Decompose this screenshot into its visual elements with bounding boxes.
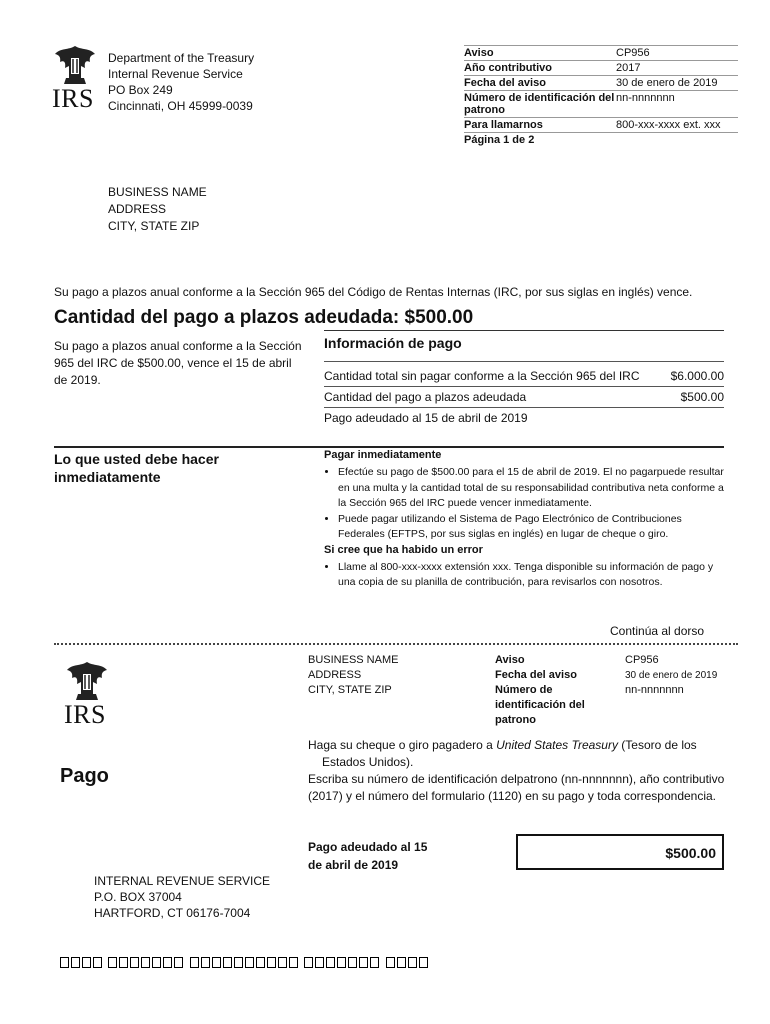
todo-sub1: Pagar inmediatamente bbox=[324, 449, 442, 461]
irs-mailing-address: INTERNAL REVENUE SERVICE P.O. BOX 37004 HARTFORD, CT 06176-7004 bbox=[94, 874, 271, 920]
sender-address: Department of the Treasury Internal Revenue Service PO Box 249 Cincinnati, OH 45999-0039 bbox=[108, 51, 255, 113]
table-row: Cantidad total sin pagar conforme a la Sección 965 del IRC $6.000.00 bbox=[324, 366, 724, 387]
irs-logo bbox=[52, 44, 102, 112]
notice-row: Para llamarnos 800-xxx-xxxx ext. xxx bbox=[464, 118, 738, 133]
irs-logo-voucher bbox=[64, 660, 114, 728]
list-item: • Efectúe su pago de $500.00 para el 15 de abril de 2019. El no pagarpuede resultar en una multa y la cantidad total de su responsabilidad contributiva neta conforme a la Sección 965 del IRC puede vencer inmediatamente. bbox=[338, 465, 724, 512]
irs-logo-text: IRS bbox=[64, 700, 106, 729]
tear-line bbox=[54, 643, 738, 645]
payment-info-heading: Información de pago bbox=[324, 330, 724, 362]
eagle-icon bbox=[52, 44, 98, 86]
list-item: • Llame al 800-xxx-xxxx extensión xxx. Tenga disponible su información de pago y una copia de su planilla de contribución, para revisarlos con nosotros. bbox=[338, 560, 724, 591]
voucher-info bbox=[495, 653, 740, 728]
eagle-icon bbox=[64, 660, 110, 702]
recipient-address: BUSINESS NAME ADDRESS CITY, STATE ZIP bbox=[108, 185, 207, 233]
payment-info bbox=[324, 330, 724, 428]
notice-info bbox=[464, 45, 738, 147]
voucher-info-row: Fecha del aviso 30 de enero de 2019 bbox=[495, 669, 718, 681]
notice-row: Número de identificación del patrono nn-nnnnnnn bbox=[464, 91, 738, 118]
voucher-info-row: Aviso CP956 bbox=[495, 654, 659, 666]
notice-row: Página 1 de 2 bbox=[464, 134, 535, 146]
notice-row: Aviso CP956 bbox=[464, 46, 738, 61]
voucher-info-row: Número de identificación del patrono nn-nnnnnnn bbox=[495, 684, 684, 726]
todo-content bbox=[324, 448, 724, 591]
intro-text: Su pago a plazos anual conforme a la Sección 965 del Código de Rentas Internas (IRC, por sus siglas en inglés) vence. bbox=[54, 285, 693, 299]
table-row: Pago adeudado al 15 de abril de 2019 bbox=[324, 411, 528, 425]
due-label: Pago adeudado al 15 de abril de 2019 bbox=[308, 840, 428, 872]
todo-sub2: Si cree que ha habido un error bbox=[324, 543, 483, 556]
continue-text: Continúa al dorso bbox=[610, 624, 705, 638]
notice-row: Año contributivo 2017 bbox=[464, 61, 738, 76]
voucher-instructions: Haga su cheque o giro pagadero a United States Treasury (Tesoro de los Estados Unidos). Escriba su número de identificación delpatrono (nn-nnnnnnn), año contributivo (2017) y el número del formulario (1120) en su pago y toda correspondencia. bbox=[308, 738, 725, 803]
amount-due-value: $500.00 bbox=[665, 845, 716, 861]
scanline-barcode bbox=[60, 955, 430, 973]
voucher-title: Pago bbox=[60, 765, 109, 787]
amount-due-box bbox=[516, 834, 724, 870]
table-row: Cantidad del pago a plazos adeudada $500.00 bbox=[324, 387, 724, 408]
main-heading: Cantidad del pago a plazos adeudada: $500.00 bbox=[54, 307, 474, 328]
todo-heading: Lo que usted debe hacer inmediatamente bbox=[54, 451, 219, 485]
list-item: • Puede pagar utilizando el Sistema de Pago Electrónico de Contribuciones Federales (EFTPS, por sus siglas en inglés) en lugar de cheque o giro. bbox=[338, 512, 724, 543]
irs-logo-text: IRS bbox=[52, 84, 94, 113]
summary-text: Su pago a plazos anual conforme a la Sección 965 del IRC de $500.00, vence el 15 de abril de 2019. bbox=[54, 339, 302, 387]
voucher-address: BUSINESS NAME ADDRESS CITY, STATE ZIP bbox=[308, 654, 399, 696]
notice-row: Fecha del aviso 30 de enero de 2019 bbox=[464, 76, 738, 91]
